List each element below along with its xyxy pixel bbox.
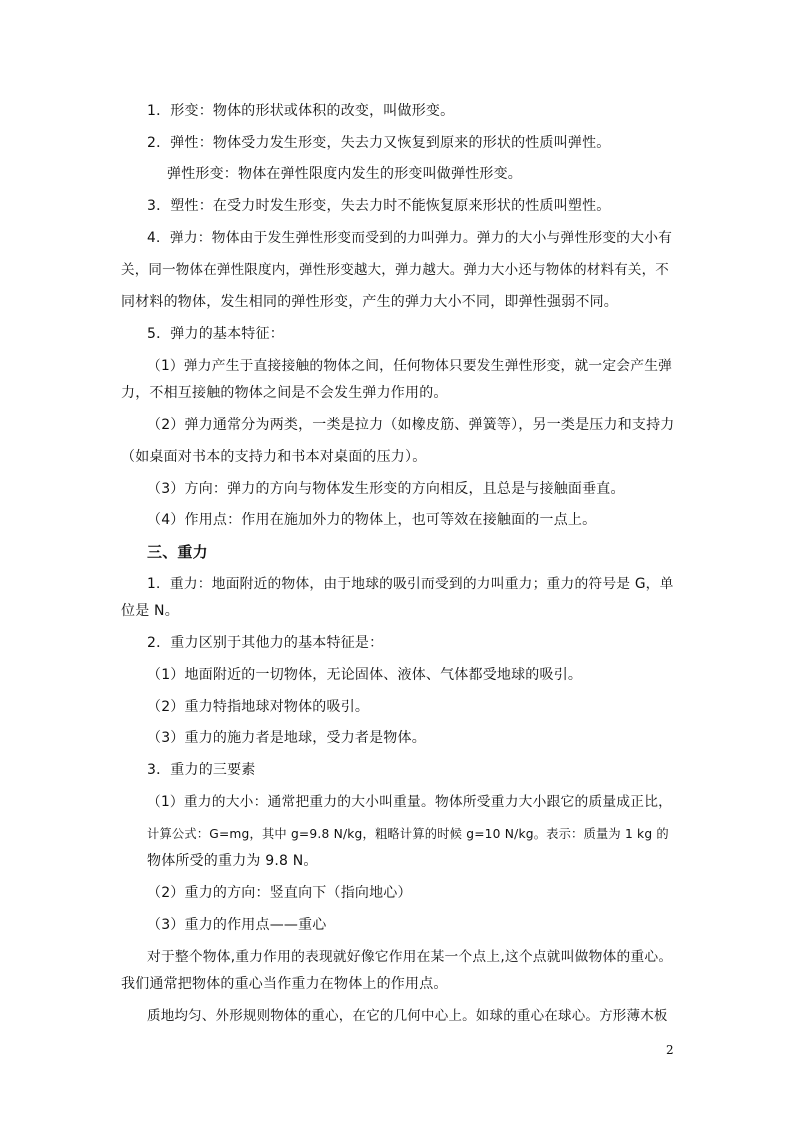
text-line: 同材料的物体，发生相同的弹性形变，产生的弹力大小不同，即弹性强弱不同。: [121, 294, 618, 310]
text-line: 我们通常把物体的重心当作重力在物体上的作用点。: [121, 976, 448, 992]
text-line: （2）弹力通常分为两类，一类是拉力（如橡皮筋、弹簧等），另一类是压力和支持力: [147, 417, 675, 433]
text-line: （4）作用点：作用在施加外力的物体上，也可等效在接触面的一点上。: [147, 512, 597, 528]
text-line: 2．弹性：物体受力发生形变，失去力又恢复到原来的形状的性质叫弹性。: [147, 135, 611, 151]
text-line: 对于整个物体,重力作用的表现就好像它作用在某一个点上,这个点就叫做物体的重心。: [147, 949, 673, 965]
text-line: （2）重力特指地球对物体的吸引。: [147, 699, 370, 715]
text-line: 力，不相互接触的物体之间是不会发生弹力作用的。: [121, 385, 448, 401]
text-line: （3）方向：弹力的方向与物体发生形变的方向相反，且总是与接触面垂直。: [147, 481, 625, 497]
section-heading: 三、重力: [147, 543, 208, 561]
text-line: 计算公式：G=mg，其中 g=9.8 N/kg，粗略计算的时候 g=10 N/kg。表示：质量为 1 kg 的: [147, 827, 669, 841]
text-line: 2．重力区别于其他力的基本特征是：: [147, 635, 384, 651]
text-line: 1．形变：物体的形状或体积的改变，叫做形变。: [147, 103, 455, 119]
page-number: 2: [666, 1043, 674, 1057]
text-line: 3．重力的三要素: [147, 762, 256, 778]
text-line: （1）重力的大小：通常把重力的大小叫重量。物体所受重力大小跟它的质量成正比，: [147, 794, 673, 810]
text-line: 1．重力：地面附近的物体，由于地球的吸引而受到的力叫重力；重力的符号是 G，单: [147, 576, 674, 592]
text-line: （1）地面附近的一切物体，无论固体、液体、气体都受地球的吸引。: [147, 667, 583, 683]
text-line: 质地均匀、外形规则物体的重心，在它的几何中心上。如球的重心在球心。方形薄木板: [147, 1008, 668, 1024]
text-line: 关，同一物体在弹性限度内，弹性形变越大，弹力越大。弹力大小还与物体的材料有关，不: [121, 262, 669, 278]
text-line: 弹性形变：物体在弹性限度内发生的形变叫做弹性形变。: [167, 166, 522, 182]
text-line: （3）重力的施力者是地球，受力者是物体。: [147, 730, 426, 746]
text-line: （3）重力的作用点——重心: [147, 917, 327, 933]
text-line: （2）重力的方向：竖直向下（指向地心）: [147, 885, 412, 901]
text-line: 3．塑性：在受力时发生形变，失去力时不能恢复原来形状的性质叫塑性。: [147, 198, 611, 214]
text-line: 5．弹力的基本特征：: [147, 326, 284, 342]
text-line: （如桌面对书本的支持力和书本对桌面的压力）。: [121, 449, 427, 465]
text-line: 物体所受的重力为 9.8 N。: [147, 853, 318, 869]
text-line: （1）弹力产生于直接接触的物体之间，任何物体只要发生弹性形变，就一定会产生弹: [147, 358, 673, 374]
text-line: 4．弹力：物体由于发生弹性形变而受到的力叫弹力。弹力的大小与弹性形变的大小有: [147, 230, 673, 246]
text-line: 位是 N。: [121, 603, 179, 619]
